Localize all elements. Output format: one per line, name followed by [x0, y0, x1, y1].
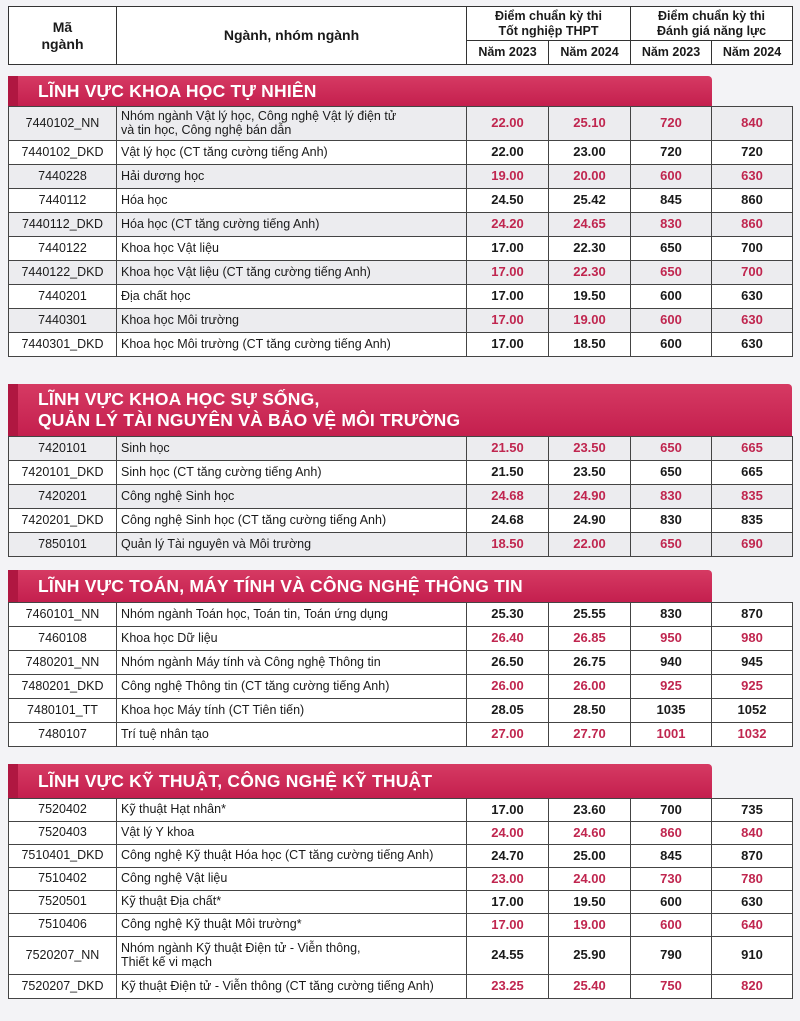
dgnl-2024-score: 690	[712, 533, 793, 557]
major-code: 7420201	[9, 485, 117, 509]
dgnl-2023-score: 650	[631, 437, 712, 461]
table-row	[9, 799, 793, 822]
major-name: Địa chất học	[117, 285, 467, 309]
dgnl-2024-score: 700	[712, 261, 793, 285]
thpt-2024-score: 25.55	[549, 603, 631, 627]
thpt-2024-score: 26.75	[549, 651, 631, 675]
dgnl-2023-score: 1035	[631, 699, 712, 723]
major-code: 7420101_DKD	[9, 461, 117, 485]
major-code: 7510402	[9, 868, 117, 891]
scores-table	[8, 106, 793, 357]
major-code: 7480201_DKD	[9, 675, 117, 699]
section-title-line: LĨNH VỰC KHOA HỌC TỰ NHIÊN	[38, 80, 317, 101]
major-name: Nhóm ngành Kỹ thuật Điện tử - Viễn thông, Thiết kế vi mạch	[117, 937, 467, 975]
table-row	[9, 509, 793, 533]
major-code: 7440228	[9, 165, 117, 189]
major-name: Công nghệ Sinh học	[117, 485, 467, 509]
dgnl-2023-score: 650	[631, 237, 712, 261]
thpt-2023-score: 18.50	[467, 533, 549, 557]
dgnl-2023-score: 830	[631, 485, 712, 509]
thpt-2024-score: 25.10	[549, 107, 631, 141]
major-code: 7420201_DKD	[9, 509, 117, 533]
dgnl-2024-score: 860	[712, 213, 793, 237]
thpt-2023-score: 24.55	[467, 937, 549, 975]
dgnl-2023-score: 940	[631, 651, 712, 675]
major-name: Hải dương học	[117, 165, 467, 189]
thpt-2023-score: 17.00	[467, 799, 549, 822]
dgnl-2023-score: 845	[631, 189, 712, 213]
section-title	[8, 384, 792, 436]
dgnl-2024-score: 820	[712, 975, 793, 999]
thpt-2024-score: 25.90	[549, 937, 631, 975]
thpt-2023-score: 28.05	[467, 699, 549, 723]
table-row	[9, 603, 793, 627]
dgnl-2024-score: 860	[712, 189, 793, 213]
major-name: Nhóm ngành Máy tính và Công nghệ Thông tin	[117, 651, 467, 675]
dgnl-2024-score: 735	[712, 799, 793, 822]
thpt-2023-score: 27.00	[467, 723, 549, 747]
table-row	[9, 237, 793, 261]
thpt-2024-score: 18.50	[549, 333, 631, 357]
header-name: Ngành, nhóm ngành	[117, 7, 467, 65]
scores-table	[8, 602, 793, 747]
major-code: 7440102_NN	[9, 107, 117, 141]
thpt-2024-score: 25.40	[549, 975, 631, 999]
section-title	[8, 570, 712, 602]
thpt-2024-score: 22.30	[549, 261, 631, 285]
major-name: Sinh học (CT tăng cường tiếng Anh)	[117, 461, 467, 485]
thpt-2023-score: 17.00	[467, 261, 549, 285]
major-code: 7520402	[9, 799, 117, 822]
major-name: Quản lý Tài nguyên và Môi trường	[117, 533, 467, 557]
table-row	[9, 533, 793, 557]
thpt-2023-score: 21.50	[467, 437, 549, 461]
thpt-2024-score: 22.30	[549, 237, 631, 261]
thpt-2024-score: 24.90	[549, 485, 631, 509]
thpt-2024-score: 20.00	[549, 165, 631, 189]
dgnl-2023-score: 860	[631, 822, 712, 845]
thpt-2024-score: 23.00	[549, 141, 631, 165]
dgnl-2024-score: 630	[712, 891, 793, 914]
dgnl-2024-score: 870	[712, 845, 793, 868]
dgnl-2024-score: 630	[712, 333, 793, 357]
thpt-2023-score: 22.00	[467, 141, 549, 165]
major-name: Vật lý Y khoa	[117, 822, 467, 845]
major-code: 7440112_DKD	[9, 213, 117, 237]
table-row	[9, 699, 793, 723]
thpt-2024-score: 23.60	[549, 799, 631, 822]
major-name: Vật lý học (CT tăng cường tiếng Anh)	[117, 141, 467, 165]
thpt-2024-score: 19.50	[549, 285, 631, 309]
header-thpt-2023: Năm 2023	[467, 41, 549, 65]
thpt-2023-score: 24.68	[467, 485, 549, 509]
dgnl-2023-score: 950	[631, 627, 712, 651]
thpt-2024-score: 26.00	[549, 675, 631, 699]
dgnl-2024-score: 870	[712, 603, 793, 627]
dgnl-2023-score: 650	[631, 261, 712, 285]
dgnl-2023-score: 600	[631, 285, 712, 309]
major-name: Công nghệ Sinh học (CT tăng cường tiếng Anh)	[117, 509, 467, 533]
dgnl-2024-score: 980	[712, 627, 793, 651]
thpt-2023-score: 17.00	[467, 891, 549, 914]
thpt-2024-score: 27.70	[549, 723, 631, 747]
thpt-2024-score: 19.00	[549, 914, 631, 937]
thpt-2024-score: 22.00	[549, 533, 631, 557]
major-name: Công nghệ Kỹ thuật Hóa học (CT tăng cường tiếng Anh)	[117, 845, 467, 868]
table-row	[9, 261, 793, 285]
thpt-2024-score: 24.90	[549, 509, 631, 533]
dgnl-2023-score: 650	[631, 533, 712, 557]
major-code: 7460101_NN	[9, 603, 117, 627]
thpt-2024-score: 24.60	[549, 822, 631, 845]
section-title	[8, 76, 712, 106]
thpt-2023-score: 26.00	[467, 675, 549, 699]
dgnl-2023-score: 720	[631, 107, 712, 141]
dgnl-2024-score: 630	[712, 309, 793, 333]
major-code: 7510401_DKD	[9, 845, 117, 868]
thpt-2024-score: 26.85	[549, 627, 631, 651]
table-row	[9, 213, 793, 237]
dgnl-2023-score: 600	[631, 309, 712, 333]
dgnl-2024-score: 925	[712, 675, 793, 699]
section-2	[8, 384, 792, 557]
major-code: 7520501	[9, 891, 117, 914]
section-3	[8, 570, 792, 747]
thpt-2023-score: 24.00	[467, 822, 549, 845]
dgnl-2024-score: 780	[712, 868, 793, 891]
thpt-2023-score: 19.00	[467, 165, 549, 189]
header-code: Mã ngành	[9, 7, 117, 65]
thpt-2023-score: 23.00	[467, 868, 549, 891]
major-code: 7520207_DKD	[9, 975, 117, 999]
dgnl-2023-score: 925	[631, 675, 712, 699]
major-name: Công nghệ Kỹ thuật Môi trường*	[117, 914, 467, 937]
dgnl-2024-score: 1052	[712, 699, 793, 723]
dgnl-2024-score: 945	[712, 651, 793, 675]
table-row	[9, 975, 793, 999]
thpt-2023-score: 26.40	[467, 627, 549, 651]
major-name: Kỹ thuật Hạt nhân*	[117, 799, 467, 822]
major-name: Kỹ thuật Địa chất*	[117, 891, 467, 914]
major-code: 7440122	[9, 237, 117, 261]
dgnl-2024-score: 665	[712, 437, 793, 461]
dgnl-2024-score: 630	[712, 165, 793, 189]
major-name: Công nghệ Thông tin (CT tăng cường tiếng Anh)	[117, 675, 467, 699]
table-row	[9, 651, 793, 675]
major-code: 7440122_DKD	[9, 261, 117, 285]
major-code: 7520207_NN	[9, 937, 117, 975]
dgnl-2024-score: 720	[712, 141, 793, 165]
thpt-2023-score: 24.70	[467, 845, 549, 868]
thpt-2024-score: 24.65	[549, 213, 631, 237]
dgnl-2023-score: 790	[631, 937, 712, 975]
dgnl-2023-score: 600	[631, 914, 712, 937]
thpt-2024-score: 25.42	[549, 189, 631, 213]
major-code: 7480107	[9, 723, 117, 747]
dgnl-2023-score: 830	[631, 213, 712, 237]
table-row	[9, 285, 793, 309]
header-dgnl-2024: Năm 2024	[712, 41, 793, 65]
thpt-2024-score: 23.50	[549, 437, 631, 461]
section-4	[8, 764, 792, 999]
section-1	[8, 76, 792, 357]
major-code: 7440102_DKD	[9, 141, 117, 165]
header-thpt: Điểm chuẩn kỳ thi Tốt nghiệp THPT	[467, 7, 631, 41]
major-name: Khoa học Dữ liệu	[117, 627, 467, 651]
section-title-line: LĨNH VỰC KHOA HỌC SỰ SỐNG,	[38, 389, 320, 409]
major-name: Trí tuệ nhân tạo	[117, 723, 467, 747]
table-row	[9, 189, 793, 213]
thpt-2023-score: 25.30	[467, 603, 549, 627]
dgnl-2023-score: 650	[631, 461, 712, 485]
header-dgnl-2023: Năm 2023	[631, 41, 712, 65]
scores-table	[8, 798, 793, 999]
thpt-2023-score: 24.20	[467, 213, 549, 237]
table-row	[9, 845, 793, 868]
thpt-2023-score: 22.00	[467, 107, 549, 141]
major-code: 7420101	[9, 437, 117, 461]
table-row	[9, 822, 793, 845]
section-title-line: LĨNH VỰC KỸ THUẬT, CÔNG NGHỆ KỸ THUẬT	[38, 770, 433, 791]
table-row	[9, 141, 793, 165]
thpt-2023-score: 21.50	[467, 461, 549, 485]
major-name: Khoa học Vật liệu (CT tăng cường tiếng Anh)	[117, 261, 467, 285]
thpt-2023-score: 23.25	[467, 975, 549, 999]
header-thpt-2024: Năm 2024	[549, 41, 631, 65]
table-row	[9, 107, 793, 141]
major-name: Sinh học	[117, 437, 467, 461]
dgnl-2023-score: 845	[631, 845, 712, 868]
table-row	[9, 723, 793, 747]
dgnl-2023-score: 700	[631, 799, 712, 822]
dgnl-2023-score: 730	[631, 868, 712, 891]
thpt-2023-score: 24.68	[467, 509, 549, 533]
major-name: Công nghệ Vật liệu	[117, 868, 467, 891]
table-row	[9, 675, 793, 699]
thpt-2024-score: 25.00	[549, 845, 631, 868]
dgnl-2023-score: 600	[631, 891, 712, 914]
major-name: Khoa học Môi trường (CT tăng cường tiếng Anh)	[117, 333, 467, 357]
thpt-2023-score: 17.00	[467, 333, 549, 357]
major-code: 7440301	[9, 309, 117, 333]
table-row	[9, 485, 793, 509]
dgnl-2023-score: 600	[631, 333, 712, 357]
dgnl-2023-score: 720	[631, 141, 712, 165]
major-code: 7440201	[9, 285, 117, 309]
dgnl-2024-score: 835	[712, 485, 793, 509]
dgnl-2024-score: 840	[712, 107, 793, 141]
major-code: 7440112	[9, 189, 117, 213]
thpt-2024-score: 28.50	[549, 699, 631, 723]
table-row	[9, 461, 793, 485]
thpt-2024-score: 19.50	[549, 891, 631, 914]
major-name: Kỹ thuật Điện tử - Viễn thông (CT tăng cường tiếng Anh)	[117, 975, 467, 999]
major-name: Nhóm ngành Toán học, Toán tin, Toán ứng dụng	[117, 603, 467, 627]
thpt-2023-score: 17.00	[467, 285, 549, 309]
table-row	[9, 914, 793, 937]
dgnl-2024-score: 840	[712, 822, 793, 845]
thpt-2024-score: 23.50	[549, 461, 631, 485]
major-code: 7440301_DKD	[9, 333, 117, 357]
thpt-2023-score: 17.00	[467, 914, 549, 937]
table-row	[9, 333, 793, 357]
major-code: 7510406	[9, 914, 117, 937]
major-code: 7850101	[9, 533, 117, 557]
dgnl-2024-score: 700	[712, 237, 793, 261]
dgnl-2023-score: 1001	[631, 723, 712, 747]
section-title-line: QUẢN LÝ TÀI NGUYÊN VÀ BẢO VỆ MÔI TRƯỜNG	[38, 410, 461, 430]
major-name: Khoa học Môi trường	[117, 309, 467, 333]
scores-table	[8, 436, 793, 557]
header-dgnl: Điểm chuẩn kỳ thi Đánh giá năng lực	[631, 7, 793, 41]
major-name: Hóa học	[117, 189, 467, 213]
table-row	[9, 165, 793, 189]
table-row	[9, 891, 793, 914]
major-code: 7520403	[9, 822, 117, 845]
header-table	[8, 6, 793, 65]
thpt-2023-score: 17.00	[467, 309, 549, 333]
dgnl-2024-score: 1032	[712, 723, 793, 747]
dgnl-2024-score: 630	[712, 285, 793, 309]
dgnl-2024-score: 640	[712, 914, 793, 937]
table-row	[9, 309, 793, 333]
thpt-2024-score: 24.00	[549, 868, 631, 891]
dgnl-2024-score: 910	[712, 937, 793, 975]
section-title-line: LĨNH VỰC TOÁN, MÁY TÍNH VÀ CÔNG NGHỆ THÔNG TIN	[38, 575, 523, 596]
thpt-2023-score: 24.50	[467, 189, 549, 213]
dgnl-2023-score: 830	[631, 509, 712, 533]
thpt-2024-score: 19.00	[549, 309, 631, 333]
dgnl-2024-score: 665	[712, 461, 793, 485]
table-row	[9, 437, 793, 461]
thpt-2023-score: 26.50	[467, 651, 549, 675]
dgnl-2023-score: 830	[631, 603, 712, 627]
dgnl-2024-score: 835	[712, 509, 793, 533]
major-name: Khoa học Vật liệu	[117, 237, 467, 261]
major-name: Khoa học Máy tính (CT Tiên tiến)	[117, 699, 467, 723]
thpt-2023-score: 17.00	[467, 237, 549, 261]
dgnl-2023-score: 600	[631, 165, 712, 189]
major-code: 7480101_TT	[9, 699, 117, 723]
major-code: 7460108	[9, 627, 117, 651]
dgnl-2023-score: 750	[631, 975, 712, 999]
table-row	[9, 937, 793, 975]
section-title	[8, 764, 712, 798]
major-code: 7480201_NN	[9, 651, 117, 675]
table-row	[9, 868, 793, 891]
major-name: Hóa học (CT tăng cường tiếng Anh)	[117, 213, 467, 237]
major-name: Nhóm ngành Vật lý học, Công nghệ Vật lý điện tử và tin học, Công nghệ bán dẫn	[117, 107, 467, 141]
table-row	[9, 627, 793, 651]
